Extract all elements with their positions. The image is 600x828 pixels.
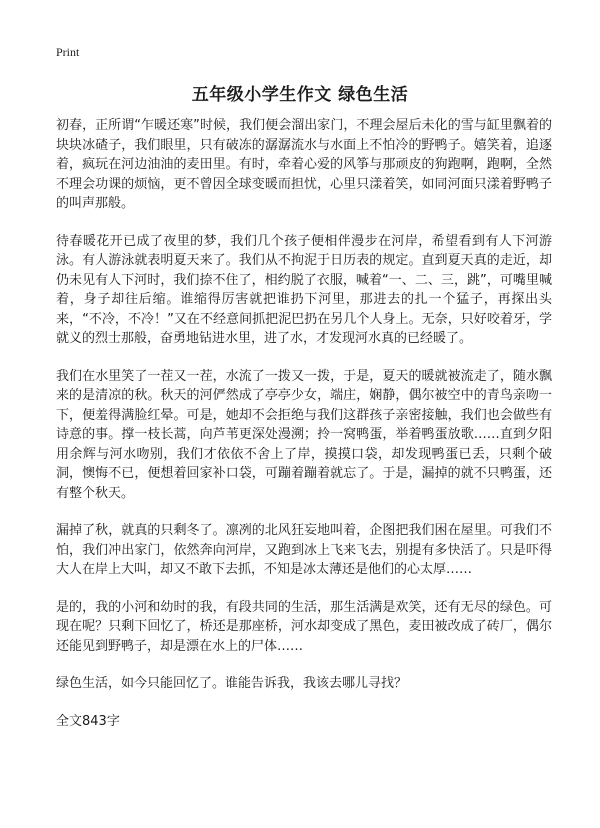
paragraph-2: 待春暖花开已成了夜里的梦，我们几个孩子便相伴漫步在河岸，希望看到有人下河游泳。有人游泳就表明夏天来了。我们从不拘泥于日历表的规定。直到夏天真的走近，却仍未见有人下河时，我们捺不住了，相约脱了衣服，喊着“一、二、三，跳”，可嘴里喊着，身子却往后缩。谁缩得厉害就把谁扔下河里，那进去的扎一个猛子，再探出头来，“不冷，不冷！”又在不经意间抓把泥巴扔在另几个人身上。无奈，只好咬着牙，学就义的烈士那般，奋勇地钻进水里，进了水，才发现河水真的已经暖了。 bbox=[56, 233, 552, 346]
paragraph-6: 绿色生活，如今只能回忆了。谁能告诉我，我该去哪儿寻找？ bbox=[56, 676, 408, 691]
paragraph-1: 初春，正所谓“乍暖还寒”时候，我们便会溜出家门，不理会屋后未化的雪与缸里飘着的块块冰碴子，我们眼里，只有破冻的潺潺流水与水面上不怕冷的野鸭子。嬉笑着，追逐着，疯玩在河边油油的麦田里。有时，牵着心爱的风筝与那顽皮的狗跑啊，跑啊，全然不理会功课的烦恼，更不曾因全球变暖而担忧，心里只漾着笑，如同河面只漾着野鸭子的叫声那般。 bbox=[56, 118, 552, 211]
paragraph-4: 漏掉了秋，就真的只剩冬了。凛冽的北风狂妄地叫着，企图把我们困在屋里。可我们不怕，我们冲出家门，依然奔向河岸，又跑到冰上飞来飞去，别提有多快活了。只是吓得大人在岸上大叫，却又不敢下去抓，不知是冰太薄还是他们的心太厚…… bbox=[56, 523, 552, 577]
paragraph-3: 我们在水里笑了一茬又一茬，水流了一拨又一拨，于是，夏天的暖就被流走了，随水飘来的是清凉的秋。秋天的河俨然成了亭亭少女，端庄，娴静，偶尔被空中的青鸟亲吻一下，便羞得满脸红晕。可是，她却不会拒绝与我们这群孩子亲密接触，我们也会做些有诗意的事。撑一枝长蒿，向芦苇更深处漫溯；拎一窝鸭蛋，举着鸭蛋放歌……直到夕阳用余辉与河水吻别，我们才依依不舍上了岸，摸摸口袋，却发现鸭蛋已丢，只剩个破洞，懊悔不已，便想着回家补口袋，可蹦着蹦着就忘了。于是，漏掉的就不只鸭蛋，还有整个秋天。 bbox=[56, 368, 552, 501]
article-title: 五年级小学生作文 绿色生活 bbox=[191, 85, 409, 105]
print-link[interactable]: Print bbox=[56, 45, 80, 59]
article-body bbox=[56, 116, 552, 731]
paragraph-5: 是的，我的小河和幼时的我，有段共同的生活，那生活满是欢笑，还有无尽的绿色。可现在呢？只剩下回忆了，桥还是那座桥，河水却变成了黑色，麦田被改成了砖厂，偶尔还能见到野鸭子，却是漂在水上的尸体…… bbox=[56, 599, 552, 654]
word-count: 全文843字 bbox=[56, 713, 120, 729]
